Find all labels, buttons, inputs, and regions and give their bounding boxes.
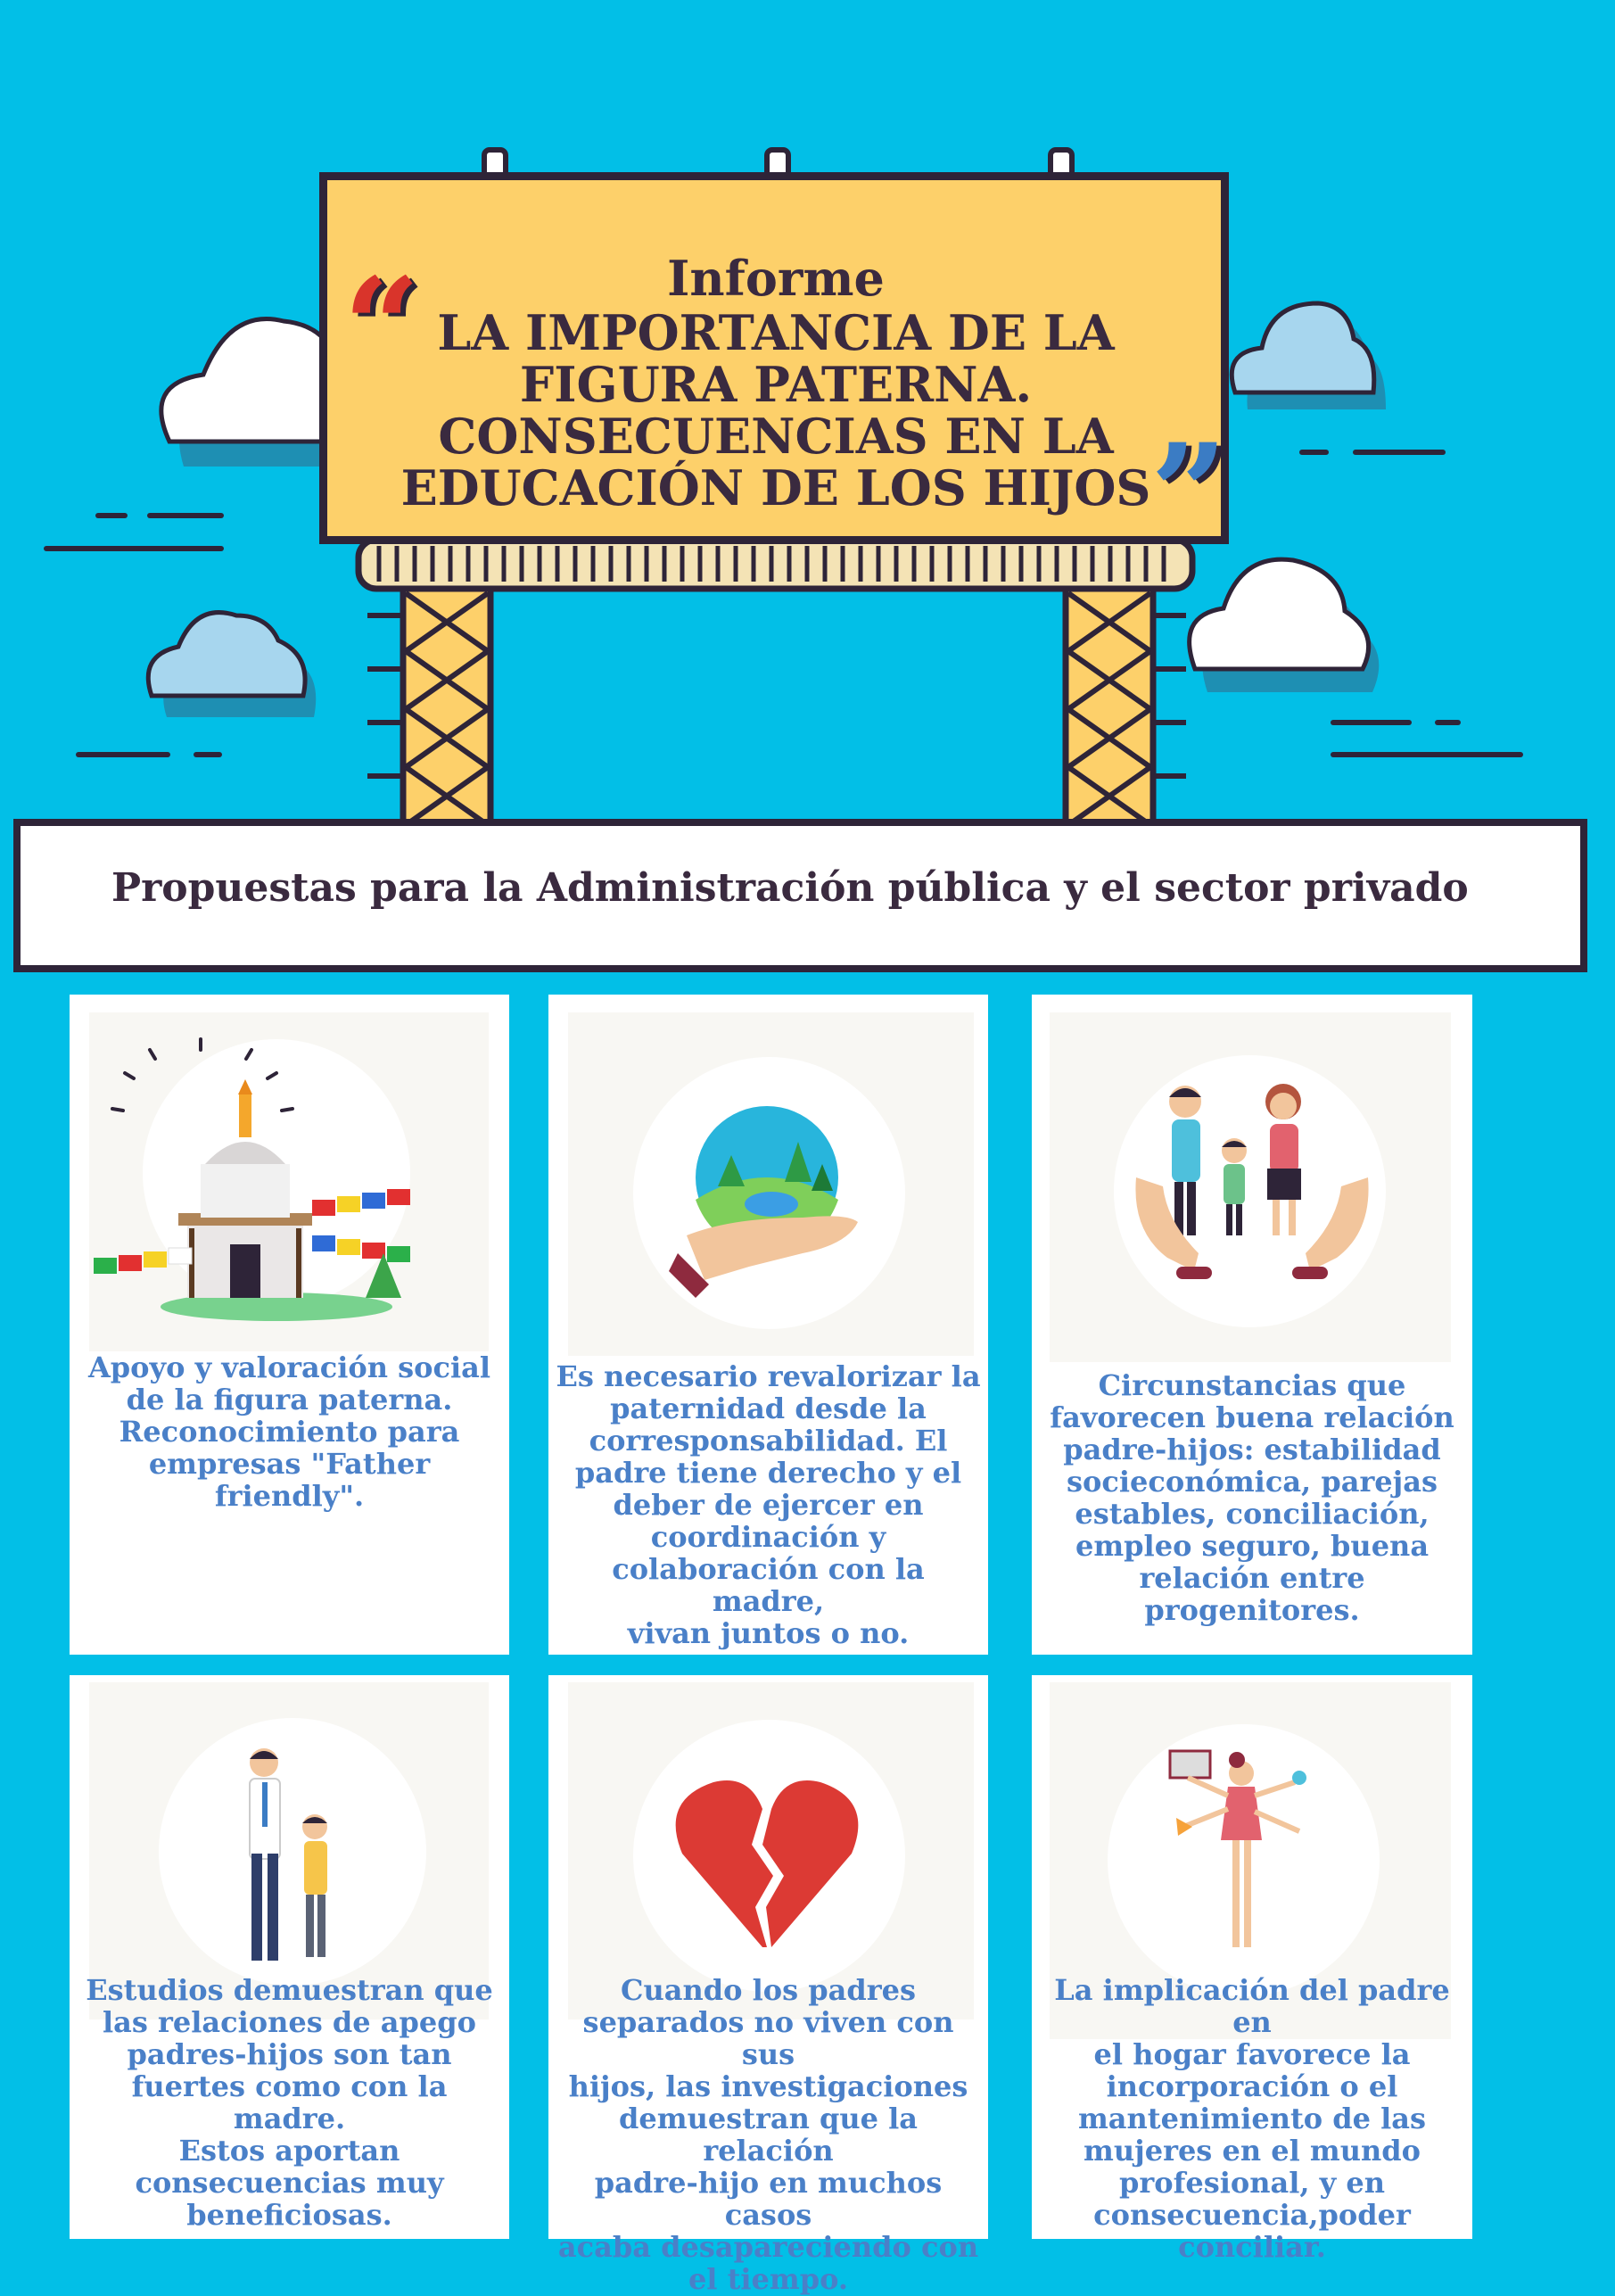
stupa-temple-icon — [89, 1030, 490, 1334]
card-text: Es necesario revalorizar la paternidad desde la corresponsabilidad. El padre tiene derecho y el deber de ejercer en coordinación y colaboración con la madre, vivan juntos o no. — [556, 1359, 981, 1650]
card-1 — [70, 995, 509, 1655]
card-text: Apoyo y valoración social de la figura paterna. Reconocimiento para empresas "Father friendly". — [87, 1350, 491, 1513]
report-title-line-1: LA IMPORTANCIA DE LA — [437, 304, 1115, 361]
card-text: Cuando los padres separados no viven con sus hijos, las investigaciones demuestran que la relación padre-hijo en muchos casos acaba desapareciendo con el tiempo. — [557, 1973, 979, 2296]
card-text: La implicación del padre en el hogar favorece la incorporación o el mantenimiento de las mujeres en el mundo profesional, y en consecuencia,poder conciliar. — [1054, 1973, 1450, 2264]
close-quote-icon: ” — [1150, 415, 1228, 572]
card-5 — [548, 1675, 988, 2296]
report-title — [330, 250, 1222, 514]
card-6 — [1032, 1675, 1472, 2264]
report-title-line-3: CONSECUENCIAS EN LA — [438, 408, 1114, 465]
card-text: Circunstancias que favorecen buena relación padre-hijos: estabilidad socieconómica, parejas estables, conciliación, empleo seguro, buena relación entre progenitores. — [1050, 1368, 1454, 1627]
report-label: Informe — [667, 250, 885, 307]
cloud-left-bottom-icon — [148, 613, 316, 717]
open-quote-icon: “ — [343, 249, 421, 406]
cloud-right-bottom-icon — [1190, 559, 1380, 692]
section-title: Propuestas para la Administración pública y el sector privado — [111, 865, 1469, 911]
wind-lines-left-top — [46, 516, 221, 549]
card-4 — [70, 1675, 509, 2239]
card-3 — [1032, 995, 1472, 1655]
card-2 — [548, 995, 988, 1655]
billboard-leg-left — [367, 584, 490, 825]
wind-lines-right-bottom — [1333, 723, 1520, 755]
broken-heart-icon — [673, 1773, 861, 1952]
card-text: Estudios demuestran que las relaciones de apego padres-hijos son tan fuertes como con la madre. Estos aportan consecuencias muy beneficiosas. — [86, 1973, 493, 2232]
cloud-right-top-icon — [1232, 303, 1386, 409]
billboard-rail — [358, 540, 1192, 589]
report-title-line-2: FIGURA PATERNA. — [519, 356, 1033, 413]
father-and-son-icon — [230, 1747, 355, 1970]
billboard-leg-right — [1066, 584, 1186, 825]
multitasking-woman-icon — [1166, 1742, 1317, 1965]
earth-in-hand-icon — [669, 1102, 874, 1307]
report-title-line-4: EDUCACIÓN DE LOS HIJOS — [400, 459, 1151, 516]
family-in-hands-icon — [1132, 1079, 1372, 1311]
